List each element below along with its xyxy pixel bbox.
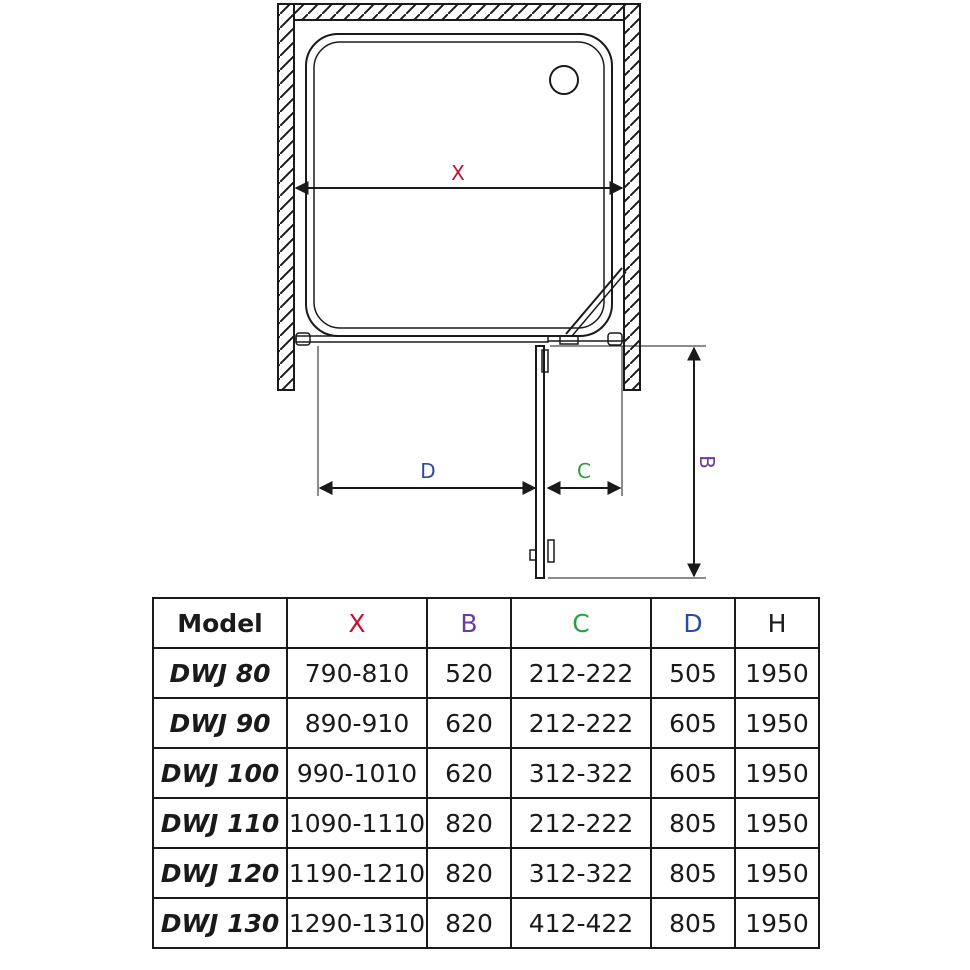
d-cell: 505 — [651, 648, 735, 698]
b-cell: 820 — [427, 898, 511, 948]
h-cell: 1950 — [735, 848, 819, 898]
label-d: D — [420, 459, 436, 483]
label-b: B — [695, 455, 719, 469]
glass-panel — [296, 333, 624, 345]
dimensions-table — [152, 597, 820, 949]
d-cell: 805 — [651, 898, 735, 948]
table-row — [153, 898, 819, 948]
h-cell: 1950 — [735, 798, 819, 848]
model-cell: DWJ 80 — [153, 648, 287, 698]
model-cell: DWJ 120 — [153, 848, 287, 898]
x-cell: 1290-1310 — [287, 898, 427, 948]
right-wall — [624, 4, 640, 390]
header-c: C — [511, 598, 651, 648]
open-door — [530, 346, 554, 578]
d-cell: 605 — [651, 698, 735, 748]
c-cell: 312-322 — [511, 848, 651, 898]
h-cell: 1950 — [735, 648, 819, 698]
x-cell: 890-910 — [287, 698, 427, 748]
c-cell: 412-422 — [511, 898, 651, 948]
model-cell: DWJ 90 — [153, 698, 287, 748]
c-cell: 212-222 — [511, 698, 651, 748]
c-cell: 212-222 — [511, 798, 651, 848]
table-row — [153, 698, 819, 748]
table-row — [153, 798, 819, 848]
x-cell: 1190-1210 — [287, 848, 427, 898]
model-cell: DWJ 130 — [153, 898, 287, 948]
d-cell: 805 — [651, 798, 735, 848]
h-cell: 1950 — [735, 698, 819, 748]
header-h: H — [735, 598, 819, 648]
x-cell: 1090-1110 — [287, 798, 427, 848]
table-header-row — [153, 598, 819, 648]
d-cell: 805 — [651, 848, 735, 898]
b-cell: 820 — [427, 848, 511, 898]
b-cell: 620 — [427, 748, 511, 798]
x-cell: 790-810 — [287, 648, 427, 698]
model-cell: DWJ 100 — [153, 748, 287, 798]
table-row — [153, 648, 819, 698]
top-wall — [294, 4, 624, 20]
c-cell: 312-322 — [511, 748, 651, 798]
label-x: X — [451, 161, 465, 185]
d-cell: 605 — [651, 748, 735, 798]
table-row — [153, 848, 819, 898]
left-wall — [278, 4, 294, 390]
header-x: X — [287, 598, 427, 648]
support-arm — [566, 268, 626, 336]
header-model: Model — [153, 598, 287, 648]
b-cell: 820 — [427, 798, 511, 848]
label-c: C — [577, 459, 591, 483]
model-cell: DWJ 110 — [153, 798, 287, 848]
b-cell: 620 — [427, 698, 511, 748]
table-row — [153, 748, 819, 798]
h-cell: 1950 — [735, 748, 819, 798]
header-d: D — [651, 598, 735, 648]
header-b: B — [427, 598, 511, 648]
x-cell: 990-1010 — [287, 748, 427, 798]
drain-circle — [550, 66, 578, 94]
h-cell: 1950 — [735, 898, 819, 948]
c-cell: 212-222 — [511, 648, 651, 698]
shower-tray — [306, 34, 612, 336]
b-cell: 520 — [427, 648, 511, 698]
